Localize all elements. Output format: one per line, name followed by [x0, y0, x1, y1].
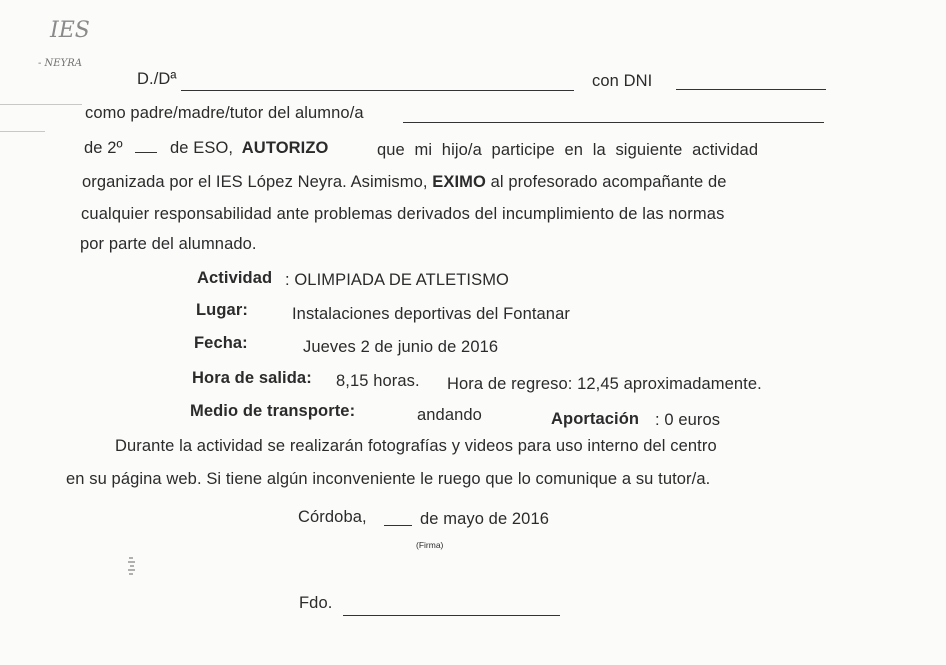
autorizo-word: AUTORIZO	[241, 139, 329, 157]
aportacion-label: Aportación	[551, 410, 640, 428]
tutor-line-text: como padre/madre/tutor del alumno/a	[85, 104, 364, 122]
body-line-3: cualquier responsabilidad ante problemas derivados del incumplimiento de las normas	[81, 205, 725, 223]
salida-value: 8,15 horas.	[336, 372, 420, 390]
lugar-label: Lugar:	[196, 301, 248, 319]
signature-blank-line[interactable]	[343, 615, 560, 616]
scan-artifact-line	[0, 104, 82, 105]
body-line-1-end: que mi hijo/a participe en la siguiente actividad	[377, 141, 759, 159]
dd-label: D./Dª	[137, 70, 177, 88]
course-rest: de ESO,	[170, 139, 234, 157]
body-line-2-start: organizada por el IES López Neyra. Asimismo,	[82, 173, 428, 191]
body-line-2-end: al profesorado acompañante de	[490, 173, 727, 191]
salida-label: Hora de salida:	[192, 369, 312, 387]
eximo-word: EXIMO	[432, 173, 486, 191]
day-blank-line[interactable]	[384, 525, 412, 526]
photo-notice-line-2: en su página web. Si tiene algún inconveniente le ruego que lo comunique a su tutor/a.	[66, 470, 711, 488]
actividad-value: : OLIMPIADA DE ATLETISMO	[285, 271, 509, 289]
dni-label: con DNI	[592, 72, 653, 90]
scan-artifact-line	[0, 131, 45, 132]
lugar-value: Instalaciones deportivas del Fontanar	[292, 305, 570, 323]
scan-smudge	[127, 556, 137, 578]
fecha-label: Fecha:	[194, 334, 248, 352]
regreso-text: Hora de regreso: 12,45 aproximadamente.	[447, 375, 762, 393]
name-blank-line[interactable]	[181, 90, 574, 91]
photo-notice-line-1: Durante la actividad se realizarán fotografías y videos para uso interno del centro	[115, 437, 717, 455]
city-label: Córdoba,	[298, 508, 367, 526]
body-line-2	[82, 173, 727, 192]
transporte-label: Medio de transporte:	[190, 402, 356, 420]
date-rest: de mayo de 2016	[420, 510, 550, 528]
group-blank-line[interactable]	[135, 142, 157, 153]
firma-label: (Firma)	[416, 540, 444, 550]
fdo-label: Fdo.	[299, 594, 333, 612]
stamp-bottom-text: - NEYRA	[38, 58, 82, 69]
dni-blank-line[interactable]	[676, 89, 826, 90]
transporte-value: andando	[417, 406, 482, 424]
body-line-4: por parte del alumnado.	[80, 235, 257, 253]
aportacion-value: : 0 euros	[655, 411, 721, 429]
fecha-value: Jueves 2 de junio de 2016	[303, 338, 499, 356]
course-prefix: de 2º	[84, 139, 123, 157]
actividad-label: Actividad	[197, 269, 273, 287]
stamp-top-text: IES	[50, 18, 90, 43]
student-blank-line[interactable]	[403, 122, 824, 123]
